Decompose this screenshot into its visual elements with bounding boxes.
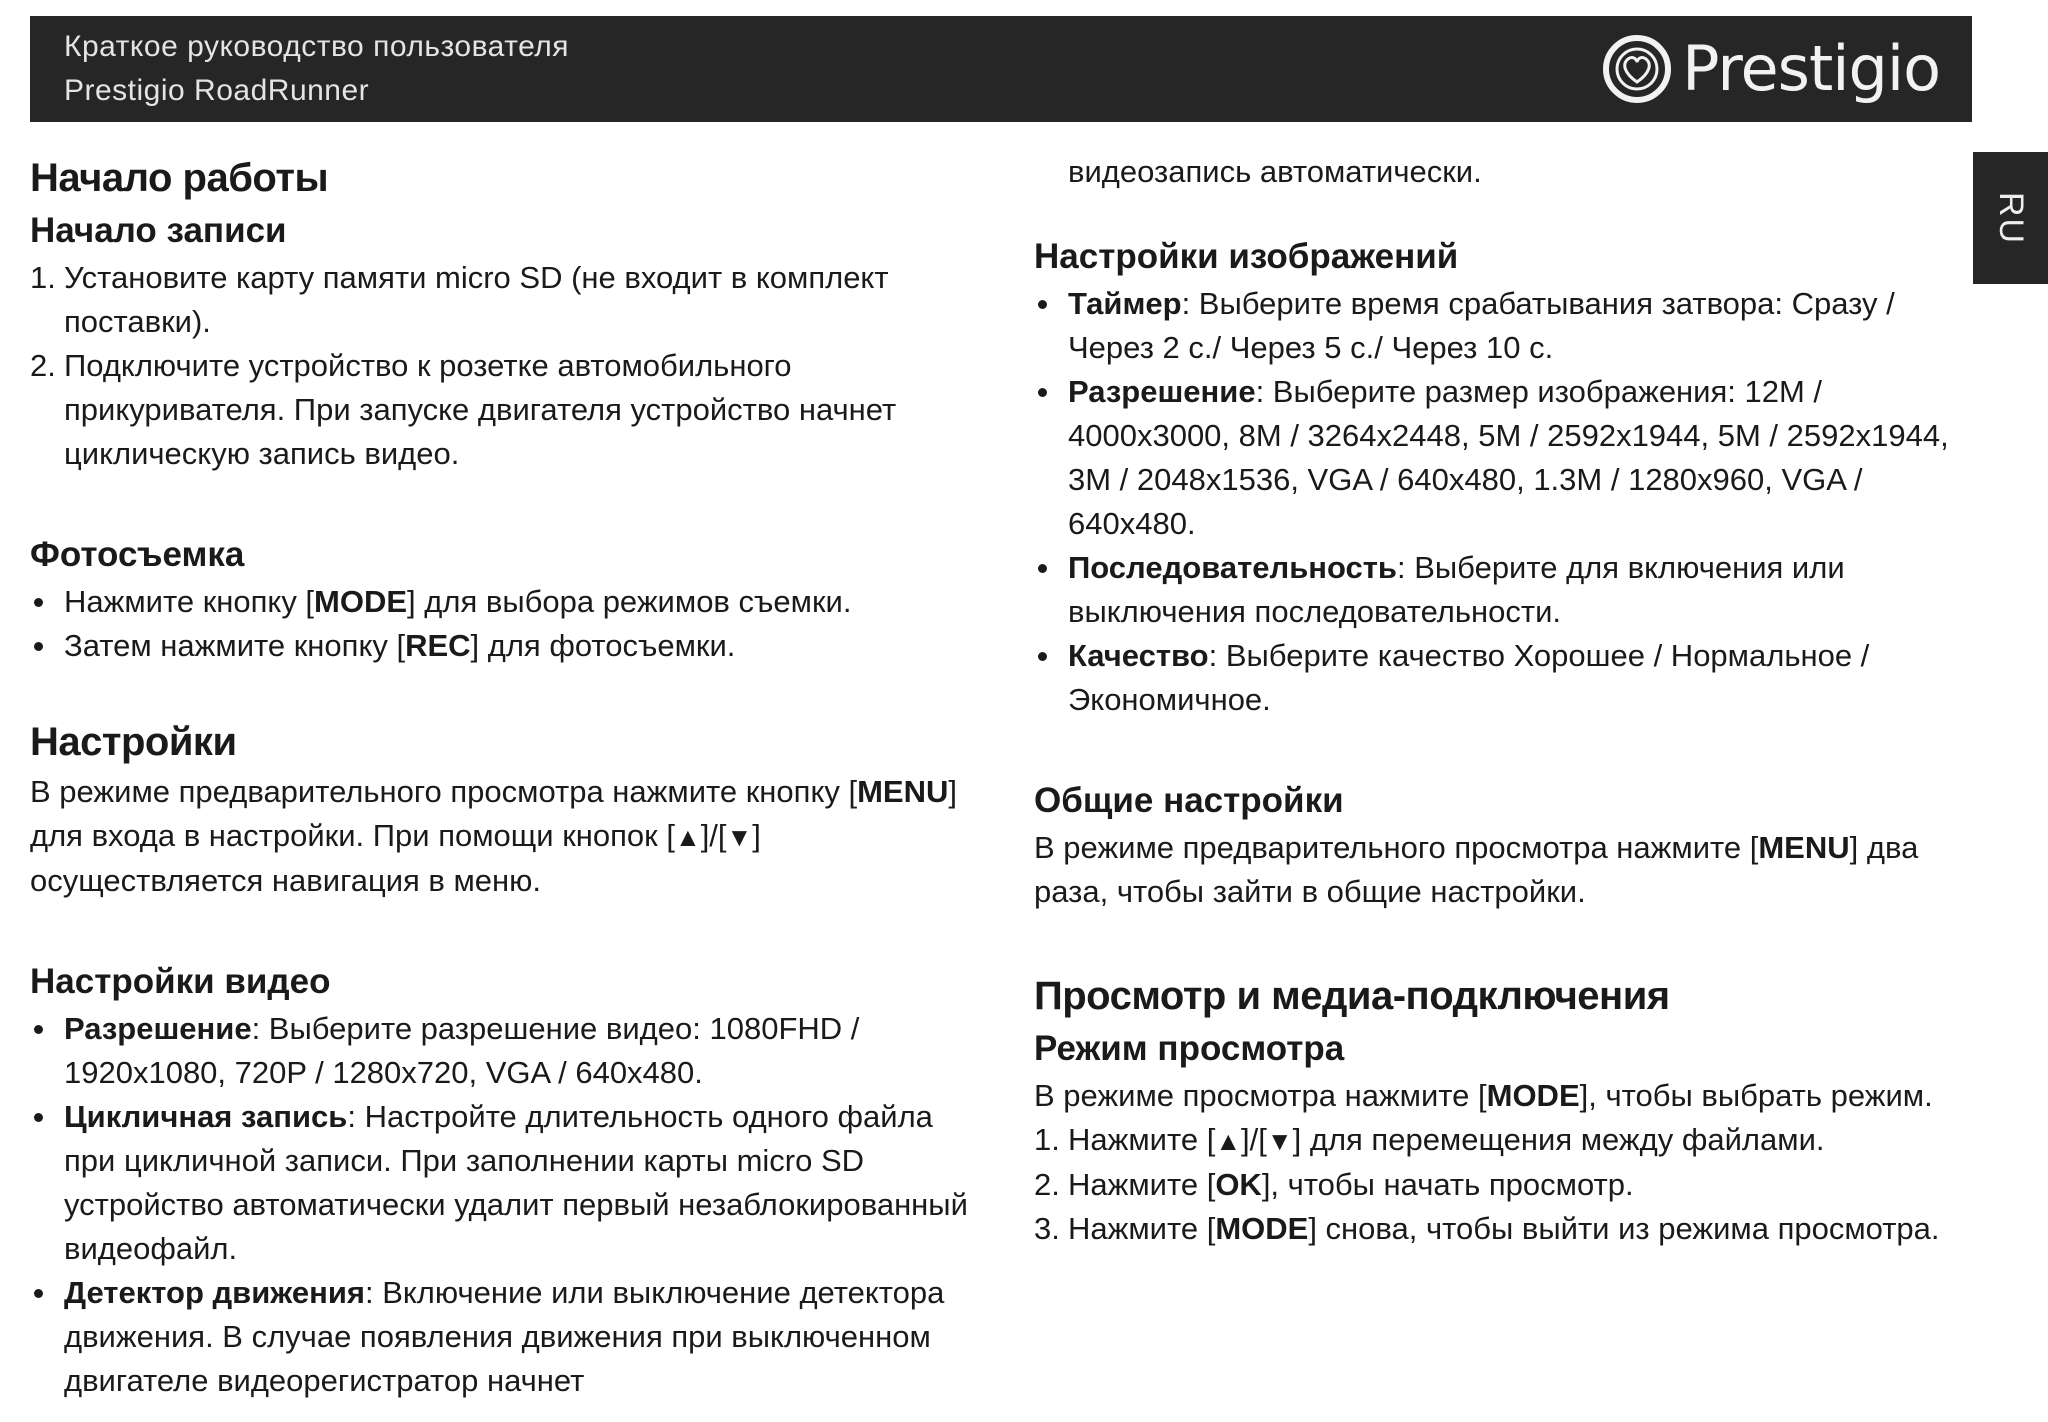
bullet-icon <box>1038 300 1047 309</box>
key-label: MODE <box>1486 1078 1580 1113</box>
step-number: 1. <box>1034 1122 1060 1157</box>
up-arrow-icon: ▲ <box>1215 1126 1242 1156</box>
logo-wordmark: Prestigio <box>1682 32 1940 105</box>
settings-heading: Настройки <box>30 720 237 764</box>
step-number: 1. <box>30 260 56 295</box>
term-label: Разрешение <box>1068 374 1256 409</box>
list-item <box>30 624 980 668</box>
down-arrow-icon: ▼ <box>726 822 753 852</box>
list-item <box>1034 546 1964 634</box>
header-bar <box>30 16 1972 122</box>
term-description: : Выберите разрешение видео: 1080FHD / 1920x1080, 720P / 1280x720, VGA / 640x480. <box>64 1011 860 1090</box>
bullet-icon <box>34 642 43 651</box>
term-description: : Выберите для включения или выключения последовательности. <box>1068 550 1845 629</box>
header-guide-title: Краткое руководство пользователя <box>64 30 570 63</box>
photo-list <box>30 580 980 668</box>
step-number: 2. <box>1034 1167 1060 1202</box>
prestigio-logo <box>1602 34 1940 104</box>
continuation-text: видеозапись автоматически. <box>1068 154 1482 189</box>
bullet-icon <box>34 1113 43 1122</box>
term-description: : Выберите размер изображения: 12M / 4000x3000, 8M / 3264x2448, 5M / 2592x1944, 5M / 2592x1944, 3M / 2048x1536, VGA / 640x480, 1.3M / 1280x960, VGA / 640x480. <box>1068 374 1949 541</box>
general-settings-heading: Общие настройки <box>1034 781 1344 820</box>
playback-section-heading: Просмотр и медиа-подключения <box>1034 974 1670 1018</box>
text-fragment: ] снова, чтобы выйти из режима просмотра. <box>1308 1211 1940 1246</box>
text-fragment: Нажмите [ <box>1068 1211 1216 1246</box>
text-fragment: ], чтобы начать просмотр. <box>1261 1167 1634 1202</box>
text-fragment: ] для входа в настройки. При помощи кнопок [ <box>30 774 957 853</box>
text-fragment: ], чтобы выбрать режим. <box>1579 1078 1933 1113</box>
item-text-post: ] для выбора режимов съемки. <box>407 584 852 619</box>
list-item <box>30 1271 980 1403</box>
term-label: Детектор движения <box>64 1275 365 1310</box>
term-label: Последовательность <box>1068 550 1397 585</box>
term-description: : Выберите качество Хорошее / Нормальное / Экономичное. <box>1068 638 1870 717</box>
video-settings-heading: Настройки видео <box>30 962 331 1001</box>
text-fragment: Нажмите [ <box>1068 1122 1216 1157</box>
text-fragment: ]/[ <box>1241 1122 1267 1157</box>
recording-steps-list <box>30 256 980 476</box>
getting-started-heading: Начало работы <box>30 156 329 200</box>
text-fragment: ] осуществляется навигация в меню. <box>30 818 761 898</box>
list-item <box>1034 1118 1964 1163</box>
image-settings-heading: Настройки изображений <box>1034 237 1459 276</box>
list-item <box>30 344 980 476</box>
bullet-icon <box>1038 564 1047 573</box>
term-label: Качество <box>1068 638 1209 673</box>
key-label: REC <box>405 628 471 663</box>
text-fragment: Нажмите [ <box>1068 1167 1216 1202</box>
list-item <box>1034 1163 1964 1207</box>
item-text-pre: Затем нажмите кнопку [ <box>64 628 406 663</box>
up-arrow-icon: ▲ <box>674 822 701 852</box>
term-label: Таймер <box>1068 286 1182 321</box>
bullet-icon <box>1038 652 1047 661</box>
term-description: : Выберите время срабатывания затвора: Сразу /Через 2 с./ Через 5 с./ Через 10 с. <box>1068 286 1895 365</box>
language-tab <box>1973 152 2048 284</box>
list-item <box>30 1095 980 1271</box>
left-column <box>30 150 980 1403</box>
term-label: Разрешение <box>64 1011 252 1046</box>
bullet-icon <box>34 1289 43 1298</box>
text-fragment: ] два раза, чтобы зайти в общие настройки. <box>1034 830 1919 909</box>
key-label: MENU <box>1758 830 1850 865</box>
playback-steps-list <box>1034 1118 1964 1251</box>
text-fragment: В режиме просмотра нажмите [ <box>1034 1078 1487 1113</box>
bullet-icon <box>34 598 43 607</box>
text-fragment: В режиме предварительного просмотра нажмите кнопку [ <box>30 774 858 809</box>
key-label: MODE <box>314 584 408 619</box>
image-settings-list <box>1034 282 1964 722</box>
list-item <box>1034 1207 1964 1251</box>
list-item <box>1034 370 1964 546</box>
step-text: Подключите устройство к розетке автомобильного прикуривателя. При запуске двигателя устройство начнет циклическую запись видео. <box>64 348 897 471</box>
key-label: OK <box>1215 1167 1262 1202</box>
down-arrow-icon: ▼ <box>1266 1126 1293 1156</box>
list-item <box>30 1007 980 1095</box>
general-settings-paragraph <box>1034 826 1964 914</box>
bullet-icon <box>1038 388 1047 397</box>
text-fragment: ] для перемещения между файлами. <box>1292 1122 1825 1157</box>
term-label: Цикличная запись <box>64 1099 348 1134</box>
recording-heading: Начало записи <box>30 211 287 250</box>
step-text: Установите карту памяти micro SD (не входит в комплект поставки). <box>64 260 889 339</box>
photo-heading: Фотосъемка <box>30 535 245 574</box>
key-label: MENU <box>857 774 949 809</box>
term-description: : Настройте длительность одного файла при цикличной записи. При заполнении карты micro SD устройство автоматически удалит первый незаблокированный видеофайл. <box>64 1099 968 1266</box>
key-label: MODE <box>1215 1211 1309 1246</box>
item-text-pre: Нажмите кнопку [ <box>64 584 315 619</box>
list-item <box>30 256 980 344</box>
playback-paragraph <box>1034 1074 1964 1118</box>
right-column <box>1034 150 1964 1251</box>
item-text-post: ] для фотосъемки. <box>470 628 736 663</box>
text-fragment: ]/[ <box>700 818 727 853</box>
term-description: : Включение или выключение детектора движения. В случае появления движения при выключенном двигателе видеорегистратор начнет <box>64 1275 945 1398</box>
list-item <box>30 580 980 624</box>
settings-paragraph <box>30 770 980 903</box>
list-item <box>1034 282 1964 370</box>
video-settings-list <box>30 1007 980 1403</box>
text-fragment: В режиме предварительного просмотра нажмите [ <box>1034 830 1759 865</box>
step-number: 3. <box>1034 1211 1060 1246</box>
playback-mode-heading: Режим просмотра <box>1034 1029 1345 1068</box>
step-number: 2. <box>30 348 56 383</box>
header-product-name: Prestigio RoadRunner <box>64 74 370 107</box>
prestigio-heart-logo-icon <box>1602 34 1672 104</box>
language-tab-label: RU <box>1991 191 2030 245</box>
list-item <box>1034 634 1964 722</box>
bullet-icon <box>34 1025 43 1034</box>
